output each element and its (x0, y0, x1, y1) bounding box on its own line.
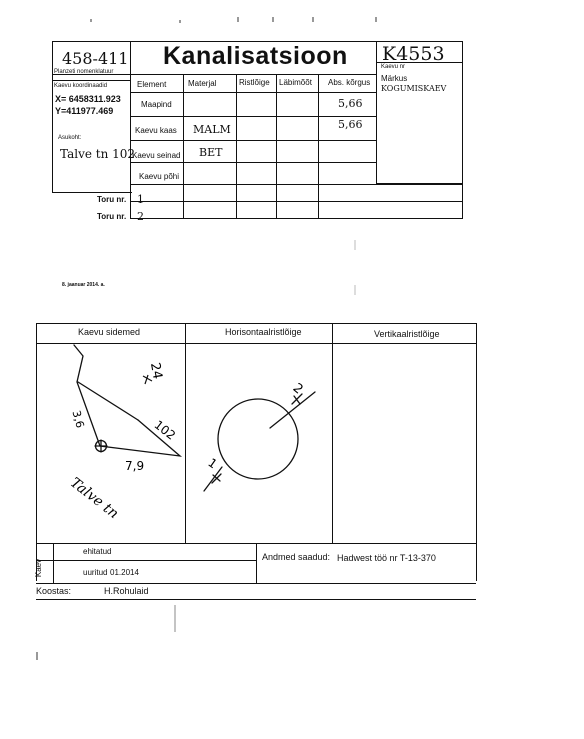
sketch-label-36: 3,6 (69, 409, 87, 430)
col-header-elevation: Abs. kõrgus (328, 78, 371, 87)
address-label: Asukoht: (58, 135, 82, 141)
pipe-2-label: 2 (289, 380, 306, 398)
connections-sketch (74, 345, 180, 456)
coords-label: Kaevu koordinaadid (54, 83, 108, 89)
footer-side-label: Kaev (34, 558, 44, 578)
horizontal-section-sketch (204, 392, 315, 491)
built-label: ehitatud (83, 547, 112, 556)
remarks-value: KOGUMISKAEV (381, 84, 447, 93)
panel-title-vertical: Vertikaalristlõige (374, 329, 440, 339)
row-element: Kaevu kaas (135, 126, 177, 135)
coord-y: Y=411977.469 (55, 106, 114, 116)
surveyed-label: uuritud (83, 568, 108, 577)
author-value: H.Rohulaid (104, 586, 149, 596)
pipe-label: Toru nr. (97, 212, 127, 221)
row-material: MALM (193, 123, 231, 136)
row-element: Kaevu seinad (132, 151, 181, 160)
col-header-diameter: Läbimõõt (279, 78, 312, 87)
well-id-label: Kaevu nr (381, 64, 406, 70)
pipe-1-label: 1 (205, 455, 220, 472)
data-source-label: Andmed saadud: (262, 552, 331, 562)
row-element: Kaevu põhi (139, 172, 180, 181)
panel-title-horizontal: Horisontaalristlõige (225, 327, 302, 337)
scan-marks (34, 17, 376, 660)
data-source-value: Hadwest töö nr T-13-370 (337, 553, 436, 563)
row-element: Maapind (141, 100, 172, 109)
pipe-label: Toru nr. (97, 195, 127, 204)
address-value: Talve tn 102 (60, 147, 136, 161)
date-stamp: 8. jaanuar 2014. a. (62, 282, 105, 288)
sketch-label-79: 7,9 (125, 459, 145, 473)
panel-title-connections: Kaevu sidemed (78, 327, 141, 337)
sketch-label-102: 102 (151, 417, 179, 443)
remarks-label: Märkus (381, 74, 408, 83)
pipe-number: 2 (137, 210, 144, 223)
row-elevation: 5,66 (338, 97, 363, 110)
plan-number-label: Planzeti nomenklatuur (54, 69, 114, 75)
pipe-number: 1 (137, 193, 144, 206)
row-elevation: 5,66 (338, 118, 363, 131)
plan-number: 458-411 (62, 49, 129, 68)
col-header-cross: Ristlõige (239, 78, 270, 87)
row-material: BET (199, 146, 223, 159)
well-id: K4553 (382, 43, 445, 65)
sketch-label-24: 24 (146, 361, 165, 381)
col-header-material: Materjal (188, 79, 217, 88)
author-label: Koostas: (36, 586, 72, 596)
surveyed-date: 01.2014 (110, 568, 139, 577)
col-header-element: Element (137, 80, 167, 89)
coord-x: X= 6458311.923 (55, 94, 121, 104)
page-title: Kanalisatsioon (163, 42, 348, 70)
sketch-street-name: Talve tn (67, 474, 122, 523)
